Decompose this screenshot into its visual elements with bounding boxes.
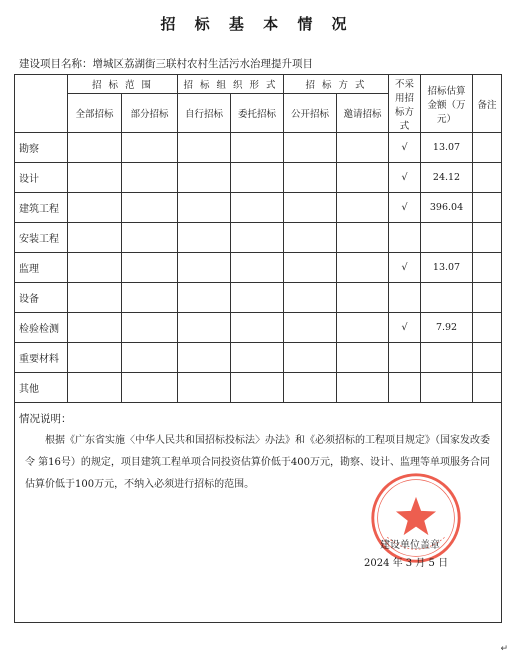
amount-cell: 13.07 — [421, 133, 473, 163]
header-scope: 招 标 范 围 — [68, 75, 178, 94]
official-seal-stamp — [368, 470, 464, 566]
check-mark — [389, 223, 421, 253]
amount-cell — [421, 283, 473, 313]
row-label: 设计 — [15, 163, 68, 193]
row-label: 重要材料 — [15, 343, 68, 373]
row-label: 安装工程 — [15, 223, 68, 253]
project-name-line — [19, 56, 313, 71]
row-label: 建筑工程 — [15, 193, 68, 223]
header-org: 招 标 组 织 形 式 — [178, 75, 284, 94]
row-label: 检验检测 — [15, 313, 68, 343]
amount-cell: 13.07 — [421, 253, 473, 283]
header-full: 全部招标 — [68, 94, 122, 133]
header-open: 公开招标 — [284, 94, 337, 133]
table-row — [15, 373, 502, 403]
check-mark: √ — [389, 313, 421, 343]
check-mark: √ — [389, 163, 421, 193]
corner-cell — [15, 75, 68, 133]
notes-title: 情况说明： — [19, 413, 72, 425]
check-mark: √ — [389, 253, 421, 283]
header-no-bid: 不采用招标方式 — [389, 75, 421, 133]
row-label: 勘察 — [15, 133, 68, 163]
amount-cell — [421, 373, 473, 403]
signer-label: 建设单位盖章 — [380, 540, 440, 551]
row-label: 监理 — [15, 253, 68, 283]
header-self: 自行招标 — [178, 94, 231, 133]
check-mark — [389, 343, 421, 373]
table-row — [15, 343, 502, 373]
project-name: 增城区荔湖街三联村农村生活污水治理提升项目 — [92, 58, 313, 70]
table-row — [15, 193, 502, 223]
row-label: 其他 — [15, 373, 68, 403]
table-row — [15, 253, 502, 283]
check-mark — [389, 283, 421, 313]
check-mark — [389, 373, 421, 403]
amount-cell: 24.12 — [421, 163, 473, 193]
amount-cell: 396.04 — [421, 193, 473, 223]
project-label: 建设项目名称： — [19, 58, 93, 70]
notes-body: 根据《广东省实施〈中华人民共和国招标投标法〉办法》和《必须招标的工程项目规定》（国家发改委令 第16号）的规定，项目建筑工程单项合同投资估算价低于400万元，勘察、设计、监理等单项服务合同估算价低于100万元，不纳入必须进行招标的范围。 — [25, 435, 490, 490]
page-title: 招 标 基 本 情 况 — [160, 15, 354, 33]
row-label: 设备 — [15, 283, 68, 313]
table-row — [15, 163, 502, 193]
amount-cell — [421, 223, 473, 253]
check-mark: √ — [389, 133, 421, 163]
header-estimate: 招标估算金额（万元） — [421, 75, 473, 133]
header-invite: 邀请招标 — [337, 94, 389, 133]
table-row — [15, 313, 502, 343]
paragraph-mark-icon: ↵ — [500, 644, 508, 654]
header-remark: 备注 — [473, 75, 502, 133]
table-row — [15, 133, 502, 163]
header-entrust: 委托招标 — [231, 94, 284, 133]
check-mark: √ — [389, 193, 421, 223]
table-row — [15, 223, 502, 253]
header-partial: 部分招标 — [122, 94, 178, 133]
amount-cell — [421, 343, 473, 373]
table-row — [15, 283, 502, 313]
amount-cell: 7.92 — [421, 313, 473, 343]
header-method: 招 标 方 式 — [284, 75, 389, 94]
sign-date: 2024 年 3 月 5 日 — [364, 558, 449, 569]
